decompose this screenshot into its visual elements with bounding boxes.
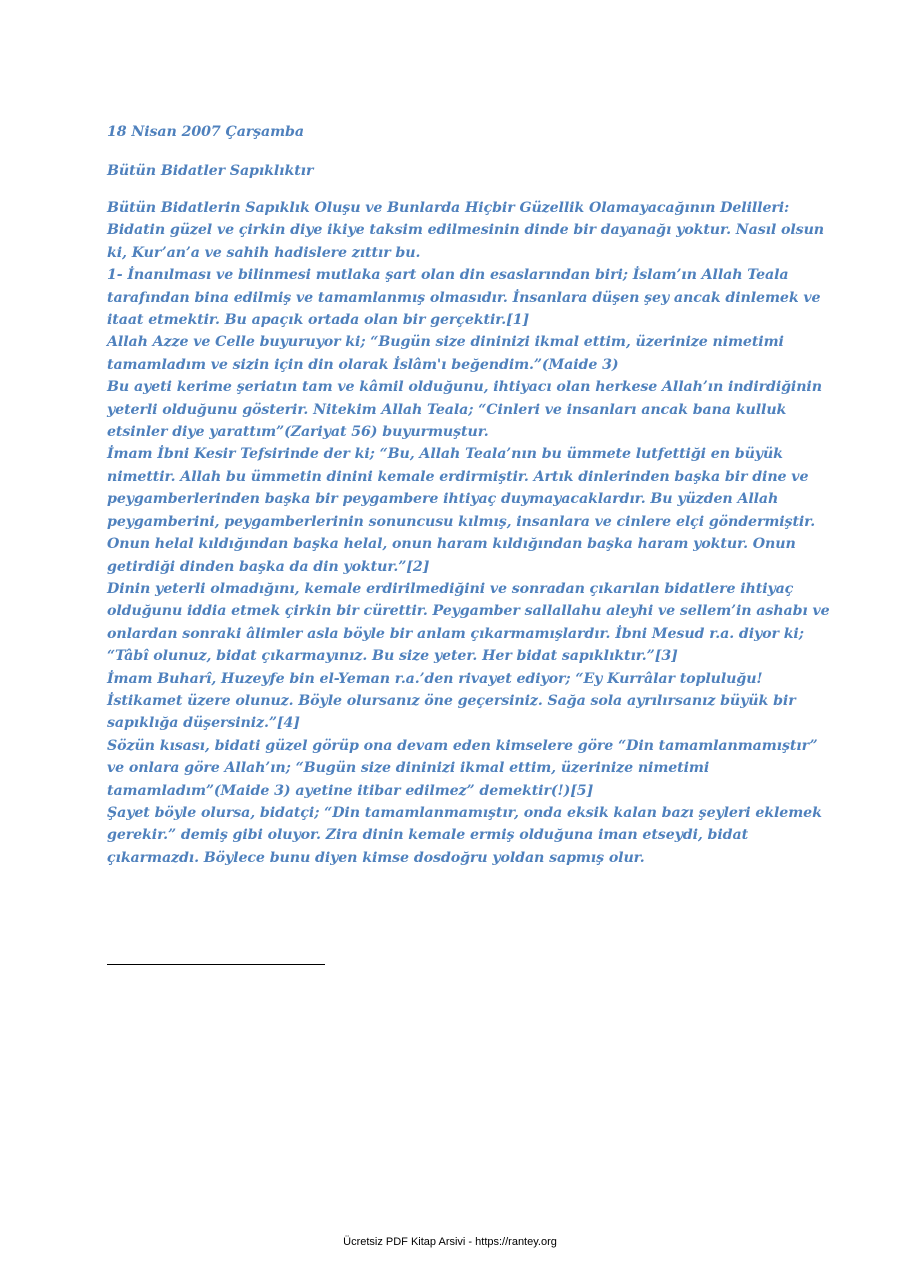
page-footer: Ücretsiz PDF Kitap Arsivi - https://rantey.org — [343, 1236, 557, 1248]
body-line: gerekir.” demiş gibi oluyor. Zira dinin kemale ermiş olduğuna iman etseydi, bidat — [107, 827, 749, 844]
document-body — [107, 197, 830, 869]
body-line: etsinler diye yarattım”(Zariyat 56) buyurmuştur. — [107, 424, 489, 441]
body-line: tamamladım ve sizin için din olarak İslâm'ı beğendim.”(Maide 3) — [107, 356, 619, 373]
body-line: İmam İbni Kesir Tefsirinde der ki; “Bu, Allah Teala’nın bu ümmete lutfettiği en büyük — [107, 446, 783, 463]
body-line: “Tâbî olunuz, bidat çıkarmayınız. Bu size yeter. Her bidat sapıklıktır.”[3] — [107, 648, 678, 665]
body-line: olduğunu iddia etmek çirkin bir cürettir. Peygamber sallallahu aleyhi ve sellem’in ashabı ve — [107, 603, 830, 620]
body-line: Allah Azze ve Celle buyuruyor ki; “Bugün size dininizi ikmal ettim, üzerinize nimetimi — [107, 334, 784, 351]
body-line: İstikamet üzere olunuz. Böyle olursanız öne geçersiniz. Sağa sola ayrılırsanız büyük bir — [107, 692, 796, 709]
body-line: İmam Buharî, Huzeyfe bin el-Yeman r.a.’den rivayet ediyor; “Ey Kurrâlar topluluğu! — [107, 670, 763, 687]
body-line: getirdiği dinden başka da din yoktur.”[2] — [107, 558, 430, 575]
body-line: tamamladım”(Maide 3) ayetine itibar edilmez” demektir(!)[5] — [107, 782, 594, 799]
body-line: itaat etmektir. Bu apaçık ortada olan bir gerçektir.[1] — [107, 312, 530, 329]
body-line: tarafından bina edilmiş ve tamamlanmış olmasıdır. İnsanlara düşen şey ancak dinlemek ve — [107, 289, 821, 306]
body-line: peygamberini, peygamberlerinin sonuncusu kılmış, insanlara ve cinlere elçi göndermiştir. — [107, 513, 816, 530]
body-line: çıkarmazdı. Böylece bunu diyen kimse dosdoğru yoldan sapmış olur. — [107, 849, 645, 866]
body-line: Bidatin güzel ve çirkin diye ikiye taksim edilmesinin dinde bir dayanağı yoktur. Nasıl olsun — [107, 222, 825, 239]
body-line: Onun helal kıldığından başka helal, onun haram kıldığından başka haram yoktur. Onun — [107, 536, 796, 553]
body-line: yeterli olduğunu gösterir. Nitekim Allah Teala; “Cinleri ve insanları ancak bana kulluk — [107, 401, 787, 418]
body-line: 1- İnanılması ve bilinmesi mutlaka şart olan din esaslarından biri; İslam’ın Allah Teala — [107, 267, 789, 284]
body-line: Dinin yeterli olmadığını, kemale erdirilmediğini ve sonradan çıkarılan bidatlere ihtiyaç — [107, 580, 794, 597]
body-line: Sözün kısası, bidati güzel görüp ona devam eden kimselere göre “Din tamamlanmamıştır” — [107, 737, 818, 754]
body-line: ve onlara göre Allah’ın; “Bugün size dininizi ikmal ettim, üzerinize nimetimi — [107, 760, 710, 777]
body-line: Bütün Bidatlerin Sapıklık Oluşu ve Bunlarda Hiçbir Güzellik Olamayacağının Delilleri: — [107, 200, 790, 216]
body-line: onlardan sonraki âlimler asla böyle bir anlam çıkarmamışlardır. İbni Mesud r.a. diyor ki; — [107, 625, 804, 642]
body-line: Şayet böyle olursa, bidatçi; “Din tamamlanmamıştır, onda eksik kalan bazı şeyleri eklemek — [107, 804, 822, 821]
body-line: Bu ayeti kerime şeriatın tam ve kâmil olduğunu, ihtiyacı olan herkese Allah’ın indirdiğinin — [107, 379, 822, 396]
footnote-separator — [107, 964, 325, 965]
body-line: peygamberlerinden başka bir peygambere ihtiyaç duymayacaklardır. Bu yüzden Allah — [107, 491, 779, 508]
document-title: Bütün Bidatler Sapıklıktır — [107, 163, 314, 179]
document-date: 18 Nisan 2007 Çarşamba — [107, 124, 304, 140]
body-line: nimettir. Allah bu ümmetin dinini kemale erdirmiştir. Artık dinlerinden başka bir dine ve — [107, 468, 809, 485]
body-line: ki, Kur’an’a ve sahih hadislere zıttır bu. — [107, 244, 421, 261]
body-line: sapıklığa düşersiniz.”[4] — [107, 715, 300, 732]
